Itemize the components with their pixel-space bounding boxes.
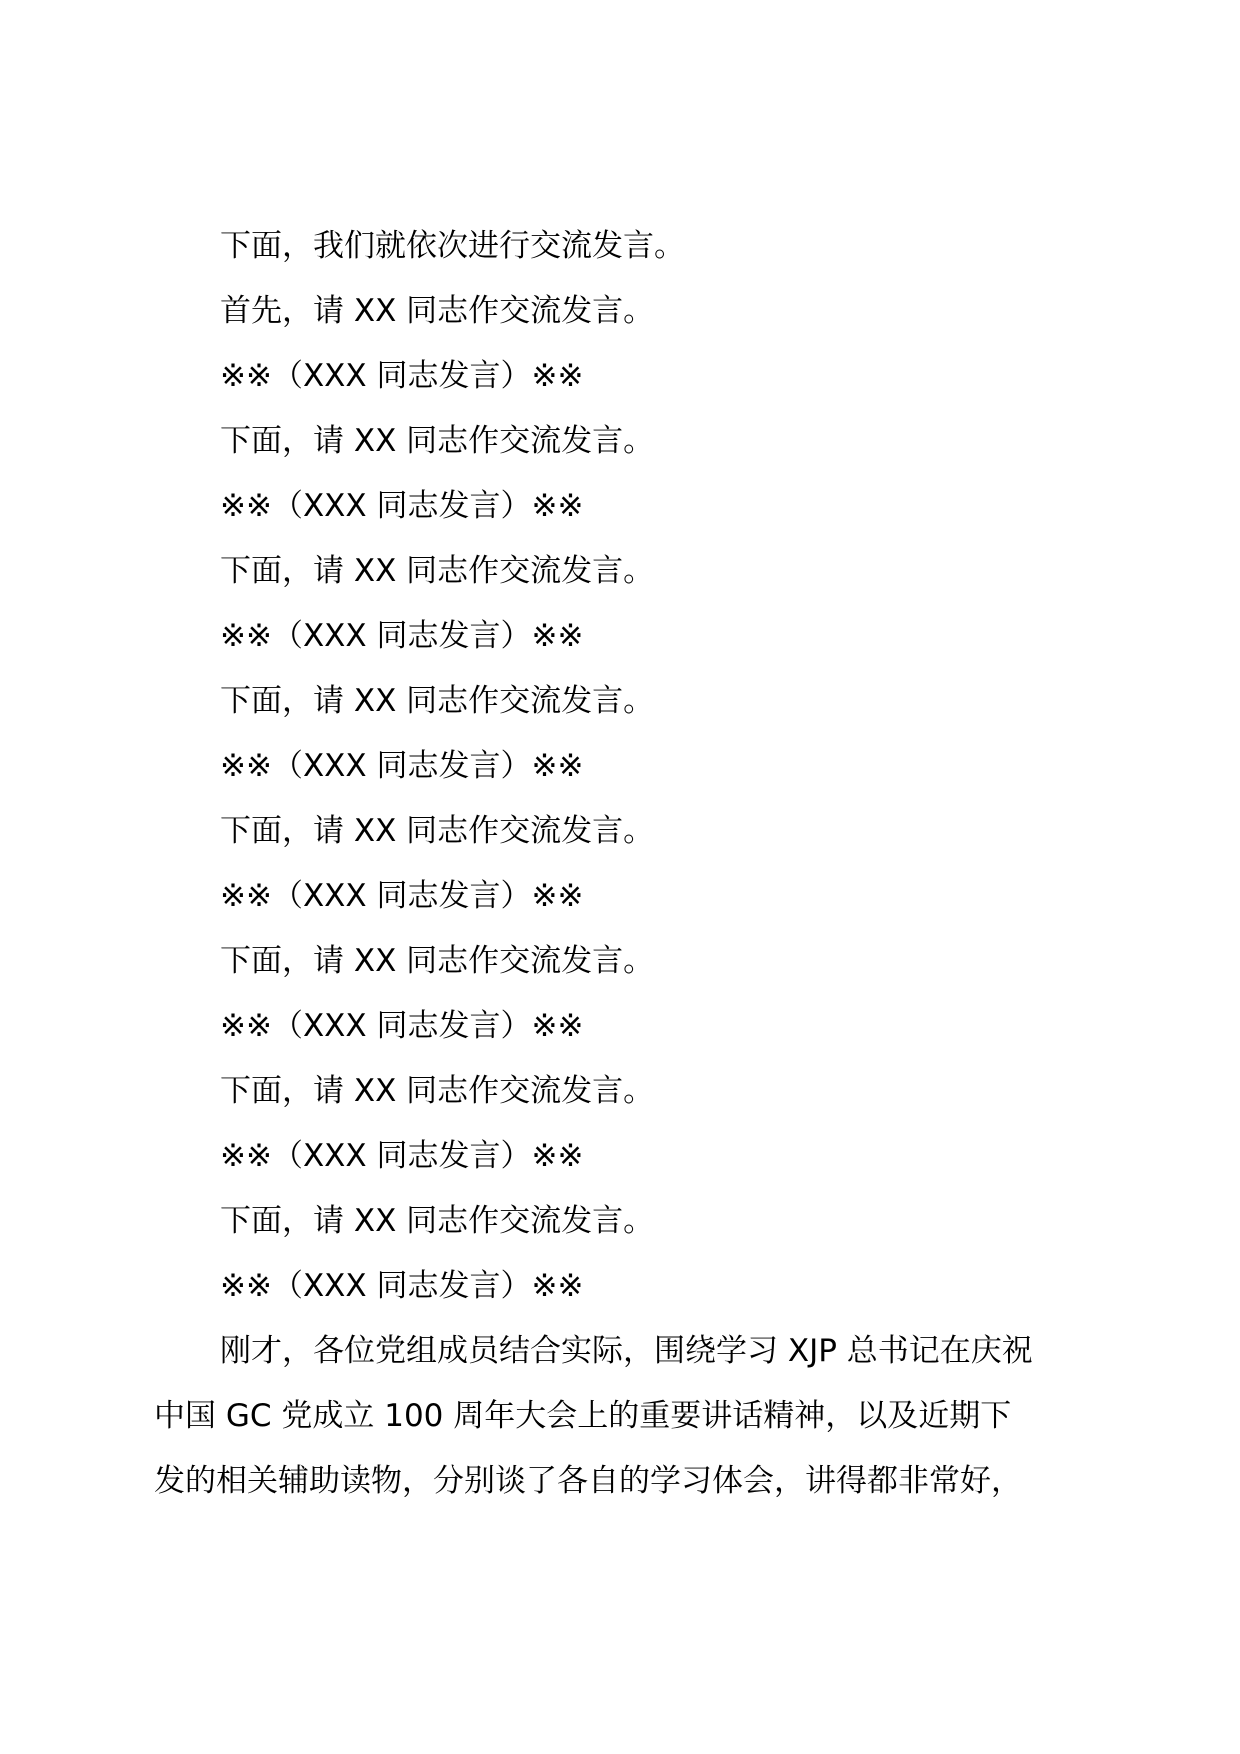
paragraph-line: 中国 GC 党成立 100 周年大会上的重要讲话精神，以及近期下 — [154, 1398, 1012, 1434]
text-line: 下面，请 XX 同志作交流发言。 — [220, 423, 655, 459]
text-line: ※※（XXX 同志发言）※※ — [220, 1268, 584, 1304]
document-body — [154, 214, 1114, 1514]
paragraph-line: 刚才，各位党组成员结合实际，围绕学习 XJP 总书记在庆祝 — [220, 1333, 1033, 1369]
text-line: 下面，我们就依次进行交流发言。 — [220, 228, 685, 264]
text-line: ※※（XXX 同志发言）※※ — [220, 878, 584, 914]
text-line: 下面，请 XX 同志作交流发言。 — [220, 813, 655, 849]
text-line: 下面，请 XX 同志作交流发言。 — [220, 1073, 655, 1109]
text-line: ※※（XXX 同志发言）※※ — [220, 1008, 584, 1044]
text-line: 下面，请 XX 同志作交流发言。 — [220, 943, 655, 979]
text-line: ※※（XXX 同志发言）※※ — [220, 488, 584, 524]
text-line: ※※（XXX 同志发言）※※ — [220, 1138, 584, 1174]
text-line: ※※（XXX 同志发言）※※ — [220, 618, 584, 654]
text-line: 下面，请 XX 同志作交流发言。 — [220, 553, 655, 589]
text-line: ※※（XXX 同志发言）※※ — [220, 358, 584, 394]
text-line: 首先，请 XX 同志作交流发言。 — [220, 293, 655, 329]
text-line: 下面，请 XX 同志作交流发言。 — [220, 1203, 655, 1239]
text-line: 下面，请 XX 同志作交流发言。 — [220, 683, 655, 719]
closing-paragraph — [154, 1319, 1114, 1514]
text-line: ※※（XXX 同志发言）※※ — [220, 748, 584, 784]
paragraph-line: 发的相关辅助读物，分别谈了各自的学习体会，讲得都非常好， — [154, 1463, 1022, 1499]
